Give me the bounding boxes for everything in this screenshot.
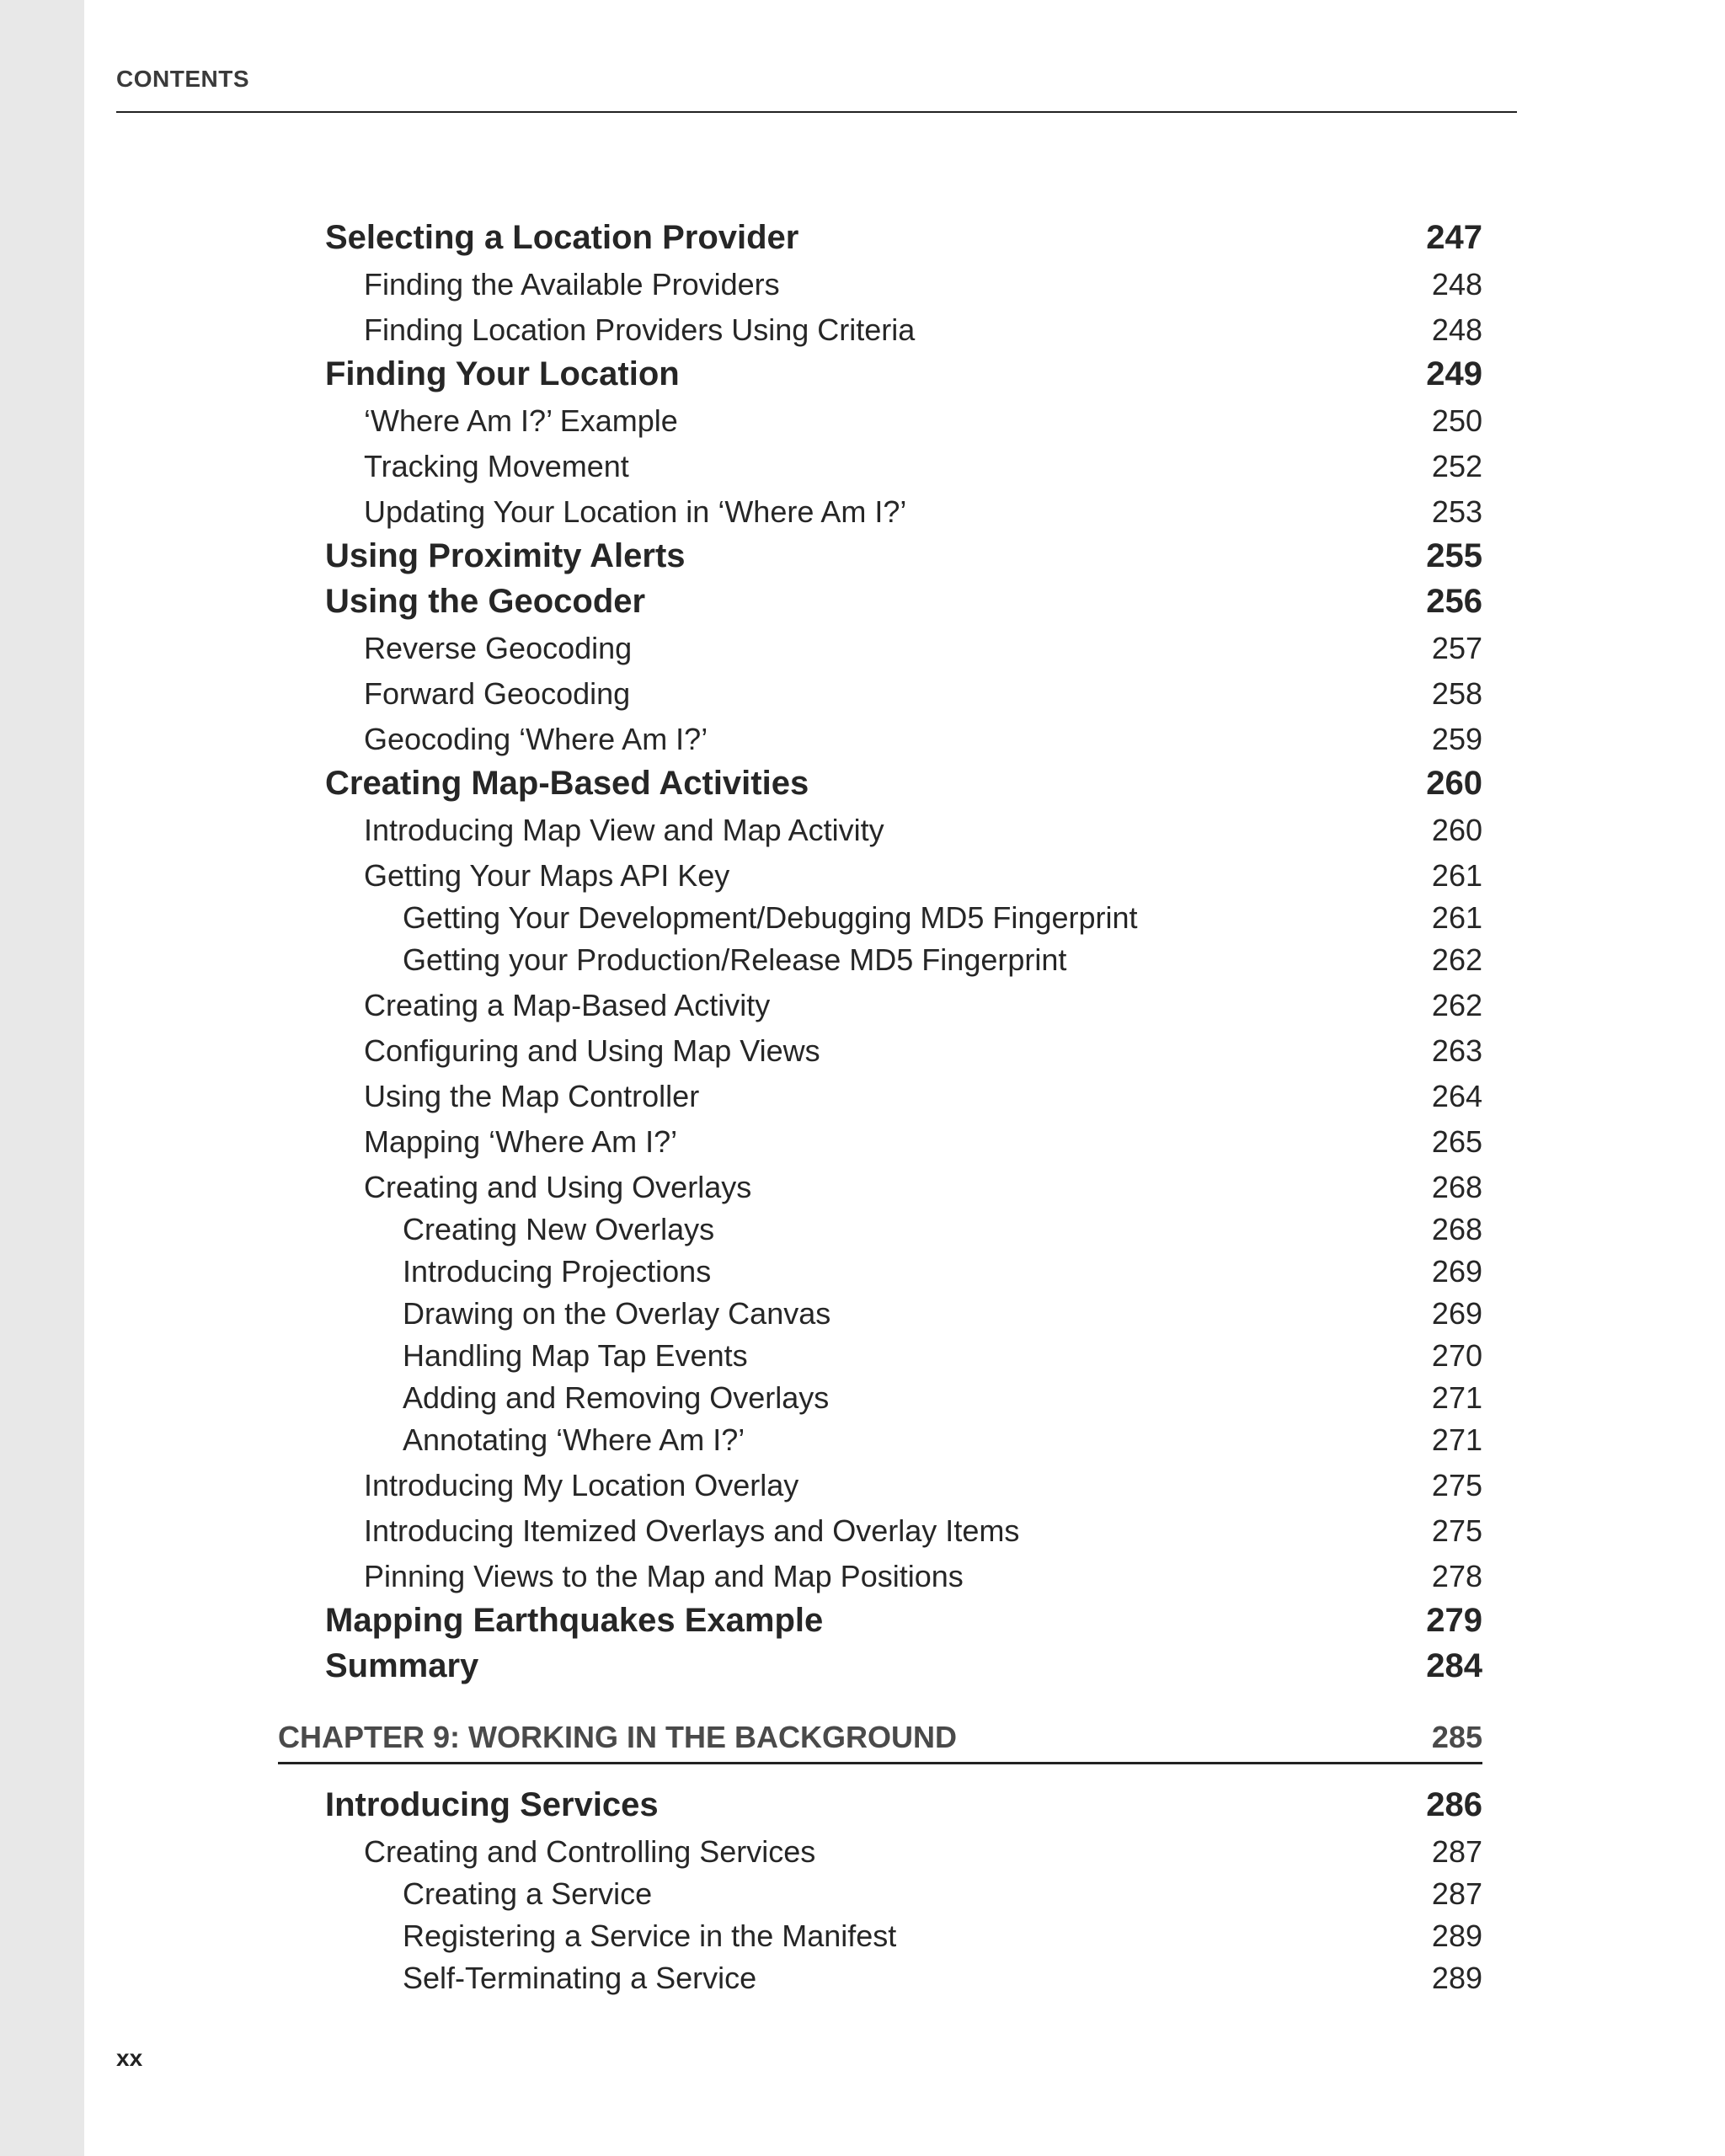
toc-entry-title: Introducing Itemized Overlays and Overlay Items (364, 1513, 1020, 1548)
toc-entry-page: 261 (1431, 858, 1482, 893)
table-of-contents (0, 219, 1725, 2004)
toc-entry-title: Registering a Service in the Manifest (403, 1919, 897, 1953)
toc-entry-title: Using the Geocoder (325, 583, 646, 620)
toc-entry-page: 289 (1431, 1919, 1482, 1953)
toc-entry-page: 275 (1431, 1468, 1482, 1502)
toc-entry-title: Getting your Production/Release MD5 Fingerprint (403, 942, 1067, 977)
toc-entry-page: 269 (1431, 1254, 1482, 1289)
toc-entry-title: Finding Your Location (325, 355, 680, 392)
toc-entry-title: Updating Your Location in ‘Where Am I?’ (364, 494, 907, 529)
header-rule (116, 111, 1517, 113)
toc-entry-page: 260 (1431, 813, 1482, 847)
toc-entry (0, 1647, 1725, 1693)
toc-entry-page: 257 (1431, 631, 1482, 665)
toc-entry-title: Creating a Service (403, 1876, 653, 1911)
toc-entry-title: Getting Your Maps API Key (364, 858, 730, 893)
toc-entry (0, 765, 1725, 810)
toc-entry (0, 1511, 1725, 1556)
toc-entry (0, 1255, 1725, 1297)
toc-entry-title: Creating New Overlays (403, 1212, 715, 1246)
toc-entry-page: 278 (1431, 1559, 1482, 1593)
toc-entry-page: 271 (1431, 1380, 1482, 1415)
toc-entry-page: 262 (1431, 942, 1482, 977)
toc-chapter-heading (278, 1718, 1482, 1764)
toc-entry-title: Finding Location Providers Using Criteria (364, 312, 916, 347)
page-number: xx (116, 2045, 143, 2071)
toc-entry-page: 268 (1431, 1170, 1482, 1204)
toc-entry-title: Geocoding ‘Where Am I?’ (364, 722, 708, 756)
toc-entry-page: 247 (1426, 219, 1482, 256)
toc-entry-title: Drawing on the Overlay Canvas (403, 1296, 831, 1331)
toc-entry (0, 1556, 1725, 1602)
running-head: CONTENTS (116, 66, 249, 92)
toc-entry-title: Annotating ‘Where Am I?’ (403, 1422, 745, 1457)
toc-entry (0, 1031, 1725, 1076)
toc-entry-page: 269 (1431, 1296, 1482, 1331)
toc-entry-page: 287 (1431, 1834, 1482, 1869)
toc-entry-title: Creating and Using Overlays (364, 1170, 752, 1204)
toc-entry-title: CHAPTER 9: WORKING IN THE BACKGROUND (278, 1720, 957, 1754)
toc-entry (0, 1381, 1725, 1423)
toc-entry-title: Selecting a Location Provider (325, 219, 799, 256)
toc-entry-page: 279 (1426, 1602, 1482, 1639)
toc-entry-title: Getting Your Development/Debugging MD5 Fingerprint (403, 900, 1138, 935)
toc-entry-page: 286 (1426, 1786, 1482, 1823)
toc-entry-title: Self-Terminating a Service (403, 1961, 757, 1995)
toc-entry-page: 271 (1431, 1422, 1482, 1457)
toc-entry-title: Introducing Services (325, 1786, 659, 1823)
toc-entry-title: Creating and Controlling Services (364, 1834, 816, 1869)
toc-entry (0, 264, 1725, 310)
toc-entry-title: Finding the Available Providers (364, 267, 780, 302)
toc-entry (0, 583, 1725, 628)
toc-entry-title: Forward Geocoding (364, 676, 631, 711)
toc-entry (0, 492, 1725, 537)
toc-entry (0, 628, 1725, 674)
toc-entry-title: Configuring and Using Map Views (364, 1033, 820, 1068)
toc-entry (0, 1339, 1725, 1381)
toc-entry-page: 259 (1431, 722, 1482, 756)
toc-entry-page: 255 (1426, 537, 1482, 574)
toc-entry (0, 985, 1725, 1031)
toc-entry-title: Using Proximity Alerts (325, 537, 686, 574)
toc-entry (0, 1423, 1725, 1465)
toc-entry-page: 285 (1431, 1720, 1482, 1754)
toc-entry-title: Handling Map Tap Events (403, 1338, 748, 1373)
toc-entry (0, 537, 1725, 583)
toc-entry-title: Adding and Removing Overlays (403, 1380, 830, 1415)
toc-entry (0, 355, 1725, 401)
toc-entry (0, 856, 1725, 901)
toc-entry (0, 943, 1725, 985)
toc-entry (0, 446, 1725, 492)
toc-entry-page: 287 (1431, 1876, 1482, 1911)
toc-entry (0, 1786, 1725, 1832)
toc-entry (0, 1602, 1725, 1647)
toc-entry-title: Introducing Projections (403, 1254, 712, 1289)
toc-entry (0, 810, 1725, 856)
toc-entry-page: 258 (1431, 676, 1482, 711)
toc-entry-title: Tracking Movement (364, 449, 629, 483)
toc-entry-page: 262 (1431, 988, 1482, 1022)
toc-entry-page: 270 (1431, 1338, 1482, 1373)
toc-entry-page: 252 (1431, 449, 1482, 483)
toc-entry-page: 284 (1426, 1647, 1482, 1684)
toc-entry-page: 250 (1431, 403, 1482, 438)
toc-entry-page: 249 (1426, 355, 1482, 392)
toc-entry (0, 901, 1725, 943)
toc-entry (0, 1167, 1725, 1213)
toc-entry-title: Creating Map-Based Activities (325, 765, 809, 802)
toc-entry-page: 248 (1431, 312, 1482, 347)
toc-entry-title: Using the Map Controller (364, 1079, 700, 1113)
toc-entry-page: 289 (1431, 1961, 1482, 1995)
toc-entry-title: Mapping Earthquakes Example (325, 1602, 824, 1639)
toc-entry-page: 263 (1431, 1033, 1482, 1068)
toc-entry-title: ‘Where Am I?’ Example (364, 403, 678, 438)
toc-entry-page: 253 (1431, 494, 1482, 529)
toc-entry-title: Introducing My Location Overlay (364, 1468, 799, 1502)
toc-entry-page: 261 (1431, 900, 1482, 935)
toc-entry-page: 268 (1431, 1212, 1482, 1246)
toc-entry-page: 260 (1426, 765, 1482, 802)
toc-entry-title: Summary (325, 1647, 479, 1684)
toc-entry-page: 275 (1431, 1513, 1482, 1548)
toc-entry (0, 1877, 1725, 1919)
toc-entry (0, 1213, 1725, 1255)
toc-entry (0, 719, 1725, 765)
toc-entry (0, 674, 1725, 719)
toc-entry (0, 1832, 1725, 1877)
toc-entry-title: Creating a Map-Based Activity (364, 988, 771, 1022)
toc-entry (0, 1465, 1725, 1511)
toc-entry (0, 1076, 1725, 1122)
toc-entry-page: 264 (1431, 1079, 1482, 1113)
toc-entry-page: 256 (1426, 583, 1482, 620)
toc-entry-title: Reverse Geocoding (364, 631, 633, 665)
toc-entry-page: 265 (1431, 1124, 1482, 1159)
toc-entry-page: 248 (1431, 267, 1482, 302)
toc-entry (0, 1961, 1725, 2004)
toc-entry (0, 1297, 1725, 1339)
toc-entry-title: Pinning Views to the Map and Map Positions (364, 1559, 964, 1593)
toc-entry (0, 219, 1725, 264)
toc-entry-title: Introducing Map View and Map Activity (364, 813, 884, 847)
toc-entry (0, 1122, 1725, 1167)
toc-entry (0, 401, 1725, 446)
toc-entry (0, 1919, 1725, 1961)
toc-entry (0, 310, 1725, 355)
toc-entry-title: Mapping ‘Where Am I?’ (364, 1124, 678, 1159)
